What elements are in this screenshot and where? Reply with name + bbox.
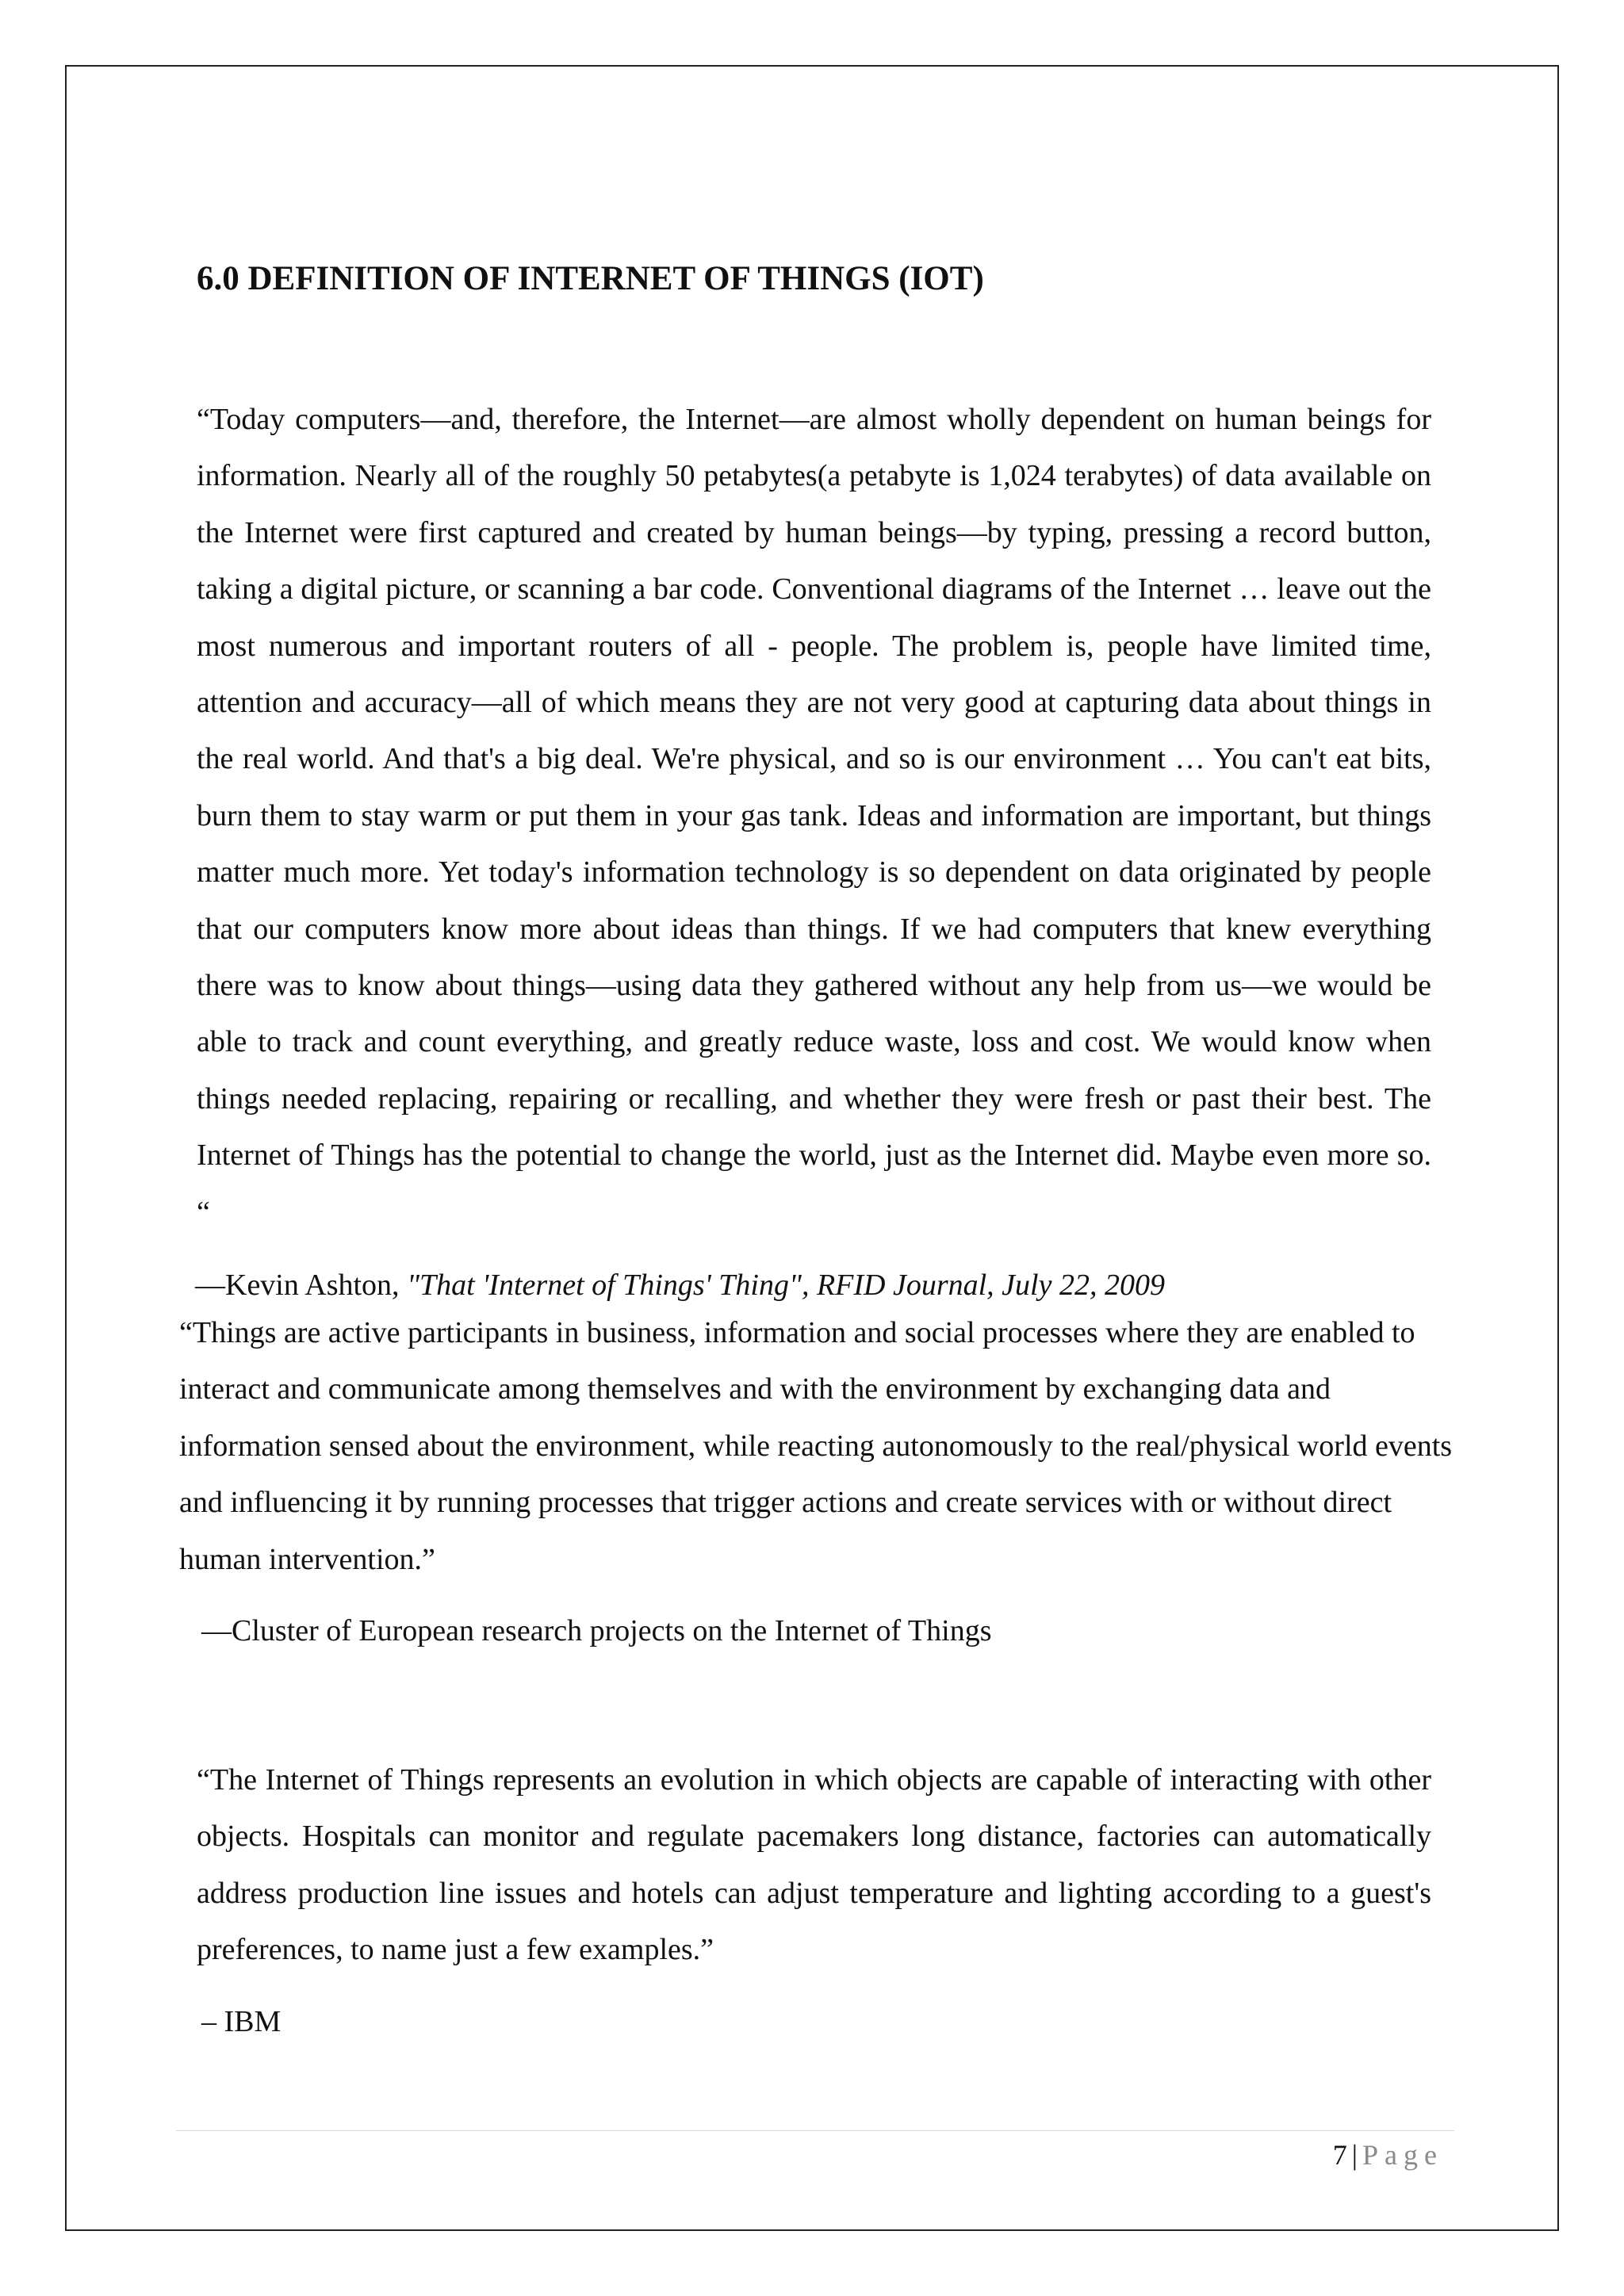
ashton-attribution-author: —Kevin Ashton, (195, 1269, 408, 1302)
page-number: 7 (1332, 2139, 1347, 2171)
ashton-attribution-source: "That 'Internet of Things' Thing", RFID Journal, July 22, 2009 (407, 1269, 1165, 1302)
ashton-quote (197, 392, 1431, 1241)
footer-divider (176, 2130, 1454, 2131)
ibm-quote-text: “The Internet of Things represents an evolution in which objects are capable of interacting with other objects. Hospitals can monitor and regulate pacemakers long distance, factories can automatically address production line issues and hotels can adjust temperature and lighting according to a guest's preferences, to name just a few examples.” (197, 1763, 1431, 1967)
page-footer-separator: | (1351, 2139, 1358, 2171)
cluster-quote-text: “Things are active participants in business, information and social processes where they are enabled to interact and communicate among themselves and with the environment by exchanging data and information sensed about the environment, while reacting autonomously to the real/physical world events and influencing it by running processes that trigger actions and create services with or without direct human intervention.” (179, 1316, 1453, 1576)
ashton-quote-text: “Today computers—and, therefore, the Internet—are almost wholly dependent on human beings for information. Nearly all of the roughly 50 petabytes(a petabyte is 1,024 terabytes) of data available on the Internet were first captured and created by human beings—by typing, pressing a record button, taking a digital picture, or scanning a bar code. Conventional diagrams of the Internet … leave out the most numerous and important routers of all - people. The problem is, people have limited time, attention and accuracy—all of which means they are not very good at capturing data about things in the real world. And that's a big deal. We're physical, and so is our environment … You can't eat bits, burn them to stay warm or put them in your gas tank. Ideas and information are important, but things matter much more. Yet today's information technology is so dependent on data originated by people that our computers know more about ideas than things. If we had computers that knew everything there was to know about things—using data they gathered without any help from us—we would be able to track and count everything, and greatly reduce waste, loss and cost. We would know when things needed replacing, repairing or recalling, and whether they were fresh or past their best. The Internet of Things has the potential to change the world, just as the Internet did. Maybe even more so. “ (197, 403, 1431, 1229)
cluster-quote (179, 1305, 1464, 1588)
ibm-quote (197, 1752, 1431, 1979)
section-heading: 6.0 DEFINITION OF INTERNET OF THINGS (IOT) (197, 260, 984, 297)
page-footer-label: Page (1362, 2139, 1443, 2171)
page-footer (1333, 2135, 1443, 2175)
cluster-attribution: —Cluster of European research projects on the Internet of Things (201, 1614, 992, 1647)
ibm-attribution: – IBM (201, 2005, 282, 2038)
ashton-attribution (195, 1265, 1165, 1305)
